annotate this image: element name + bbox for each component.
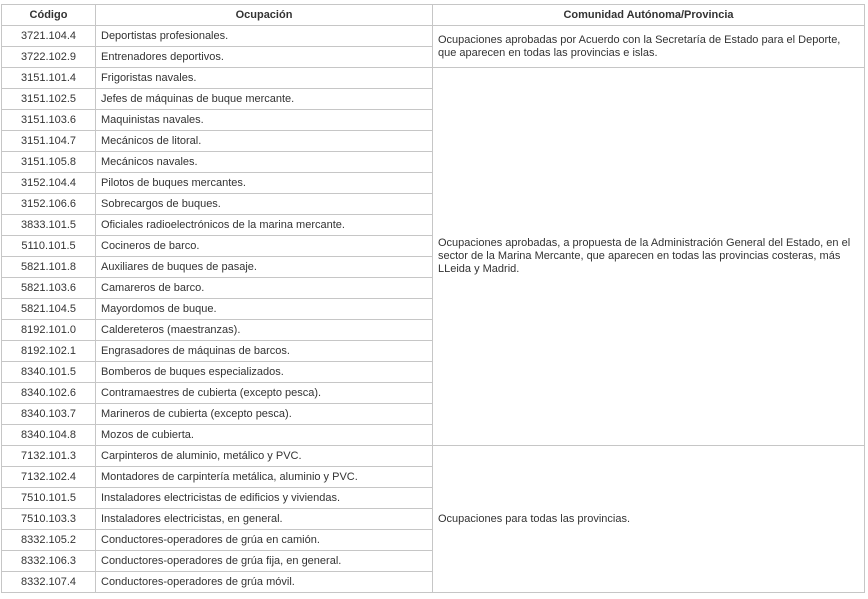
code-cell: 8332.107.4: [2, 572, 96, 593]
code-cell: 7132.101.3: [2, 446, 96, 467]
occupation-cell: Carpinteros de aluminio, metálico y PVC.: [96, 446, 433, 467]
occupation-cell: Mecánicos de litoral.: [96, 131, 433, 152]
occupation-cell: Mecánicos navales.: [96, 152, 433, 173]
code-cell: 8340.104.8: [2, 425, 96, 446]
header-codigo: Código: [2, 5, 96, 26]
code-cell: 5821.103.6: [2, 278, 96, 299]
occupation-cell: Instaladores electricistas, en general.: [96, 509, 433, 530]
occupation-cell: Maquinistas navales.: [96, 110, 433, 131]
occupation-cell: Caldereteros (maestranzas).: [96, 320, 433, 341]
occupation-cell: Jefes de máquinas de buque mercante.: [96, 89, 433, 110]
occupation-cell: Pilotos de buques mercantes.: [96, 173, 433, 194]
occupation-cell: Conductores-operadores de grúa fija, en general.: [96, 551, 433, 572]
header-ocupacion: Ocupación: [96, 5, 433, 26]
code-cell: 7510.103.3: [2, 509, 96, 530]
table-row: [2, 446, 865, 467]
code-cell: 3151.102.5: [2, 89, 96, 110]
code-cell: 8340.101.5: [2, 362, 96, 383]
occupation-cell: Oficiales radioelectrónicos de la marina mercante.: [96, 215, 433, 236]
code-cell: 5110.101.5: [2, 236, 96, 257]
table-row: [2, 26, 865, 47]
code-cell: 3151.105.8: [2, 152, 96, 173]
code-cell: 3151.101.4: [2, 68, 96, 89]
code-cell: 3722.102.9: [2, 47, 96, 68]
code-cell: 8192.102.1: [2, 341, 96, 362]
region-cell: Ocupaciones para todas las provincias.: [433, 446, 865, 593]
table-body: [2, 26, 865, 593]
code-cell: 3151.103.6: [2, 110, 96, 131]
code-cell: 7132.102.4: [2, 467, 96, 488]
occupation-cell: Contramaestres de cubierta (excepto pesca).: [96, 383, 433, 404]
table-row: [2, 68, 865, 89]
region-cell: Ocupaciones aprobadas por Acuerdo con la Secretaría de Estado para el Deporte, que aparecen en todas las provincias e islas.: [433, 26, 865, 68]
code-cell: 3833.101.5: [2, 215, 96, 236]
code-cell: 7510.101.5: [2, 488, 96, 509]
region-cell: Ocupaciones aprobadas, a propuesta de la Administración General del Estado, en el sector de la Marina Mercante, que aparecen en todas las provincias costeras, más LLeida y Madrid.: [433, 68, 865, 446]
code-cell: 8340.102.6: [2, 383, 96, 404]
header-comunidad: Comunidad Autónoma/Provincia: [433, 5, 865, 26]
header-row: [2, 5, 865, 26]
code-cell: 5821.104.5: [2, 299, 96, 320]
occupation-cell: Montadores de carpintería metálica, aluminio y PVC.: [96, 467, 433, 488]
occupation-cell: Frigoristas navales.: [96, 68, 433, 89]
occupations-table: [1, 4, 865, 593]
code-cell: 8192.101.0: [2, 320, 96, 341]
occupation-cell: Instaladores electricistas de edificios y viviendas.: [96, 488, 433, 509]
code-cell: 3151.104.7: [2, 131, 96, 152]
occupation-cell: Mozos de cubierta.: [96, 425, 433, 446]
occupation-cell: Conductores-operadores de grúa en camión.: [96, 530, 433, 551]
occupation-cell: Cocineros de barco.: [96, 236, 433, 257]
occupation-cell: Sobrecargos de buques.: [96, 194, 433, 215]
code-cell: 5821.101.8: [2, 257, 96, 278]
code-cell: 3152.104.4: [2, 173, 96, 194]
table-header: [2, 5, 865, 26]
occupation-cell: Conductores-operadores de grúa móvil.: [96, 572, 433, 593]
code-cell: 3721.104.4: [2, 26, 96, 47]
occupation-cell: Mayordomos de buque.: [96, 299, 433, 320]
occupation-cell: Engrasadores de máquinas de barcos.: [96, 341, 433, 362]
occupation-cell: Deportistas profesionales.: [96, 26, 433, 47]
occupation-cell: Entrenadores deportivos.: [96, 47, 433, 68]
occupation-cell: Auxiliares de buques de pasaje.: [96, 257, 433, 278]
code-cell: 3152.106.6: [2, 194, 96, 215]
occupation-cell: Marineros de cubierta (excepto pesca).: [96, 404, 433, 425]
code-cell: 8332.105.2: [2, 530, 96, 551]
code-cell: 8340.103.7: [2, 404, 96, 425]
occupation-cell: Bomberos de buques especializados.: [96, 362, 433, 383]
code-cell: 8332.106.3: [2, 551, 96, 572]
occupation-cell: Camareros de barco.: [96, 278, 433, 299]
